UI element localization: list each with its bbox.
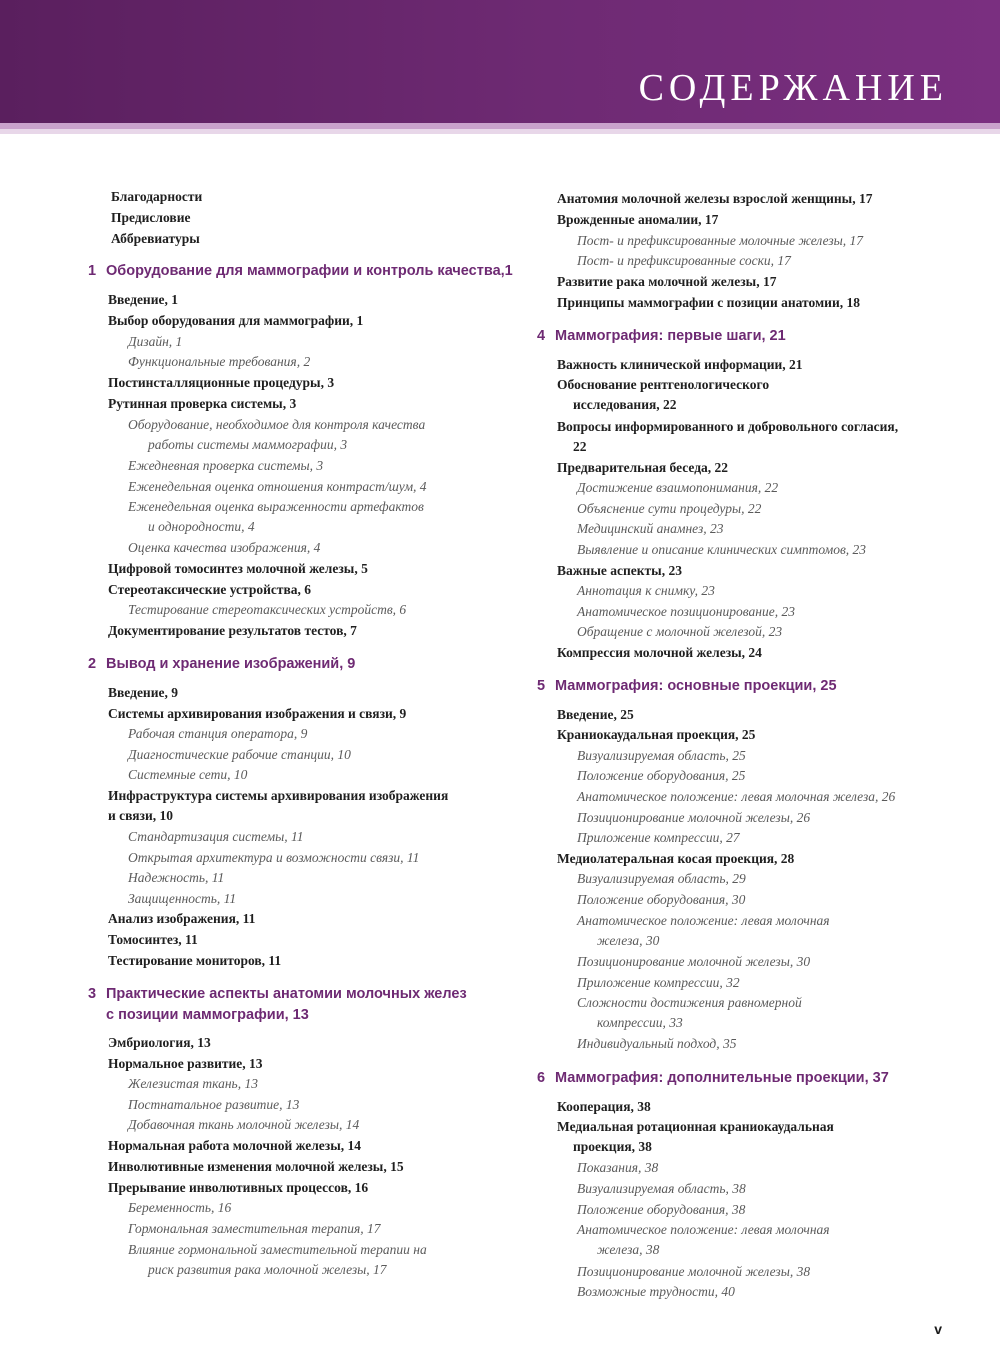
header-divider-light	[0, 129, 1000, 134]
chapter-title: Практические аспекты анатомии молочных желез	[106, 986, 467, 1002]
chapter-heading[interactable]	[537, 676, 837, 697]
toc-subentry[interactable]: Постнатальное развитие, 13	[128, 1097, 300, 1112]
toc-subentry[interactable]: Гормональная заместительная терапия, 17	[128, 1221, 381, 1236]
toc-subentry[interactable]: Анатомическое положение: левая молочная железа, 26	[577, 789, 896, 804]
toc-subentry[interactable]: Системные сети, 10	[128, 767, 248, 782]
toc-front-matter[interactable]: Благодарности	[111, 189, 203, 204]
toc-subentry-line: работы системы маммографии, 3	[148, 437, 348, 452]
chapter-number: 4	[537, 328, 546, 344]
toc-entry[interactable]	[557, 375, 769, 415]
chapter-title: Маммография: основные проекции, 25	[555, 678, 837, 694]
toc-subentry[interactable]	[577, 1220, 830, 1260]
toc-subentry[interactable]: Положение оборудования, 30	[577, 892, 746, 907]
toc-subentry[interactable]	[577, 911, 830, 951]
toc-entry[interactable]: Важность клинической информации, 21	[557, 357, 803, 372]
toc-subentry[interactable]	[128, 415, 425, 455]
chapter-title: Оборудование для маммографии и контроль качества,1	[106, 263, 513, 279]
toc-entry[interactable]	[108, 786, 448, 826]
toc-subentry[interactable]: Положение оборудования, 25	[577, 768, 746, 783]
toc-subentry-line: Еженедельная оценка выраженности артефактов	[128, 499, 424, 514]
toc-entry[interactable]: Документирование результатов тестов, 7	[108, 623, 357, 638]
toc-subentry[interactable]: Положение оборудования, 38	[577, 1202, 746, 1217]
toc-entry[interactable]: Развитие рака молочной железы, 17	[557, 274, 777, 289]
toc-entry[interactable]: Анализ изображения, 11	[108, 911, 256, 926]
toc-subentry[interactable]: Беременность, 16	[128, 1200, 232, 1215]
toc-subentry[interactable]: Индивидуальный подход, 35	[577, 1036, 737, 1051]
toc-entry[interactable]: Предварительная беседа, 22	[557, 460, 729, 475]
toc-subentry[interactable]: Медицинский анамнез, 23	[577, 521, 724, 536]
toc-subentry[interactable]	[128, 1240, 427, 1280]
toc-subentry[interactable]: Приложение компрессии, 32	[577, 975, 740, 990]
toc-subentry-line: Оборудование, необходимое для контроля качества	[128, 417, 426, 432]
toc-subentry-line: Влияние гормональной заместительной терапии на	[128, 1242, 427, 1257]
chapter-title-line: с позиции маммографии, 13	[106, 1007, 309, 1023]
toc-subentry[interactable]: Анатомическое позиционирование, 23	[577, 604, 795, 619]
toc-entry[interactable]: Системы архивирования изображения и связи, 9	[108, 706, 407, 721]
toc-entry[interactable]: Важные аспекты, 23	[557, 563, 682, 578]
toc-subentry[interactable]: Обращение с молочной железой, 23	[577, 624, 783, 639]
toc-entry[interactable]: Компрессия молочной железы, 24	[557, 645, 762, 660]
toc-subentry-line: железа, 30	[597, 933, 660, 948]
toc-subentry[interactable]: Оценка качества изображения, 4	[128, 540, 321, 555]
toc-entry[interactable]: Введение, 25	[557, 707, 634, 722]
toc-entry[interactable]: Рутинная проверка системы, 3	[108, 396, 297, 411]
toc-entry-line: Инфраструктура системы архивирования изображения	[108, 788, 449, 803]
chapter-number: 2	[88, 656, 97, 672]
toc-subentry-line: и однородности, 4	[148, 519, 255, 534]
toc-subentry[interactable]: Добавочная ткань молочной железы, 14	[128, 1117, 360, 1132]
toc-entry[interactable]: Нормальная работа молочной железы, 14	[108, 1138, 362, 1153]
toc-entry-line: Вопросы информированного и добровольного согласия,	[557, 419, 899, 434]
toc-subentry[interactable]: Позиционирование молочной железы, 38	[577, 1264, 811, 1279]
toc-subentry[interactable]: Позиционирование молочной железы, 26	[577, 810, 811, 825]
toc-subentry[interactable]: Визуализируемая область, 38	[577, 1181, 746, 1196]
toc-entry[interactable]: Стереотаксические устройства, 6	[108, 582, 312, 597]
toc-entry[interactable]: Тестирование мониторов, 11	[108, 953, 282, 968]
chapter-number: 1	[88, 263, 97, 279]
toc-entry-line: исследования, 22	[573, 397, 677, 412]
toc-subentry[interactable]: Тестирование стереотаксических устройств, 6	[128, 602, 407, 617]
toc-entry[interactable]: Принципы маммографии с позиции анатомии, 18	[557, 295, 860, 310]
toc-subentry[interactable]: Пост- и префиксированные соски, 17	[577, 253, 791, 268]
chapter-number: 3	[88, 986, 97, 1002]
chapter-heading[interactable]	[88, 654, 355, 675]
toc-subentry[interactable]: Показания, 38	[577, 1160, 659, 1175]
toc-entry[interactable]: Нормальное развитие, 13	[108, 1056, 263, 1071]
toc-subentry[interactable]: Еженедельная оценка отношения контраст/шум, 4	[128, 479, 427, 494]
toc-subentry[interactable]: Диагностические рабочие станции, 10	[128, 747, 351, 762]
toc-subentry[interactable]: Аннотация к снимку, 23	[577, 583, 715, 598]
toc-subentry-line: Анатомическое положение: левая молочная	[577, 1222, 830, 1237]
toc-subentry[interactable]: Приложение компрессии, 27	[577, 830, 740, 845]
toc-subentry[interactable]: Ежедневная проверка системы, 3	[128, 458, 324, 473]
toc-entry[interactable]: Кооперация, 38	[557, 1099, 651, 1114]
chapter-heading[interactable]	[537, 326, 786, 347]
toc-subentry[interactable]: Железистая ткань, 13	[128, 1076, 258, 1091]
toc-subentry-line: компрессии, 33	[597, 1015, 683, 1030]
toc-entry[interactable]: Краниокаудальная проекция, 25	[557, 727, 756, 742]
chapter-title: Вывод и хранение изображений, 9	[106, 656, 356, 672]
toc-entry[interactable]: Томосинтез, 11	[108, 932, 198, 947]
toc-subentry[interactable]: Достижение взаимопонимания, 22	[577, 480, 779, 495]
chapter-heading[interactable]	[88, 984, 467, 1026]
toc-entry[interactable]: Эмбриология, 13	[108, 1035, 211, 1050]
chapter-heading[interactable]	[88, 261, 513, 282]
toc-subentry[interactable]	[128, 497, 424, 537]
toc-subentry[interactable]: Визуализируемая область, 25	[577, 748, 746, 763]
toc-entry[interactable]: Постинсталляционные процедуры, 3	[108, 375, 335, 390]
toc-subentry-line: Анатомическое положение: левая молочная	[577, 913, 830, 928]
chapter-number: 6	[537, 1070, 546, 1086]
toc-entry[interactable]	[557, 417, 898, 457]
chapter-title: Маммография: первые шаги, 21	[555, 328, 786, 344]
toc-subentry[interactable]: Объяснение сути процедуры, 22	[577, 501, 762, 516]
header-band	[0, 0, 1000, 123]
toc-subentry-line: риск развития рака молочной железы, 17	[148, 1262, 387, 1277]
toc-subentry[interactable]: Открытая архитектура и возможности связи, 11	[128, 850, 420, 865]
toc-subentry[interactable]: Пост- и префиксированные молочные железы, 17	[577, 233, 864, 248]
toc-subentry[interactable]: Надежность, 11	[128, 870, 225, 885]
toc-subentry[interactable]: Защищенность, 11	[128, 891, 237, 906]
toc-subentry[interactable]: Рабочая станция оператора, 9	[128, 726, 308, 741]
toc-entry[interactable]	[557, 1117, 834, 1157]
toc-entry[interactable]: Введение, 1	[108, 292, 178, 307]
toc-subentry[interactable]: Выявление и описание клинических симптомов, 23	[577, 542, 867, 557]
toc-subentry[interactable]: Стандартизация системы, 11	[128, 829, 304, 844]
toc-entry[interactable]: Прерывание инволютивных процессов, 16	[108, 1180, 369, 1195]
chapter-heading[interactable]	[537, 1068, 889, 1089]
toc-subentry[interactable]: Возможные трудности, 40	[577, 1284, 735, 1299]
toc-entry[interactable]: Выбор оборудования для маммографии, 1	[108, 313, 364, 328]
toc-entry[interactable]: Медиолатеральная косая проекция, 28	[557, 851, 795, 866]
toc-entry[interactable]: Врожденные аномалии, 17	[557, 212, 719, 227]
toc-entry-line: Обоснование рентгенологического	[557, 377, 770, 392]
toc-subentry[interactable]: Дизайн, 1	[128, 334, 183, 349]
toc-entry-line: проекция, 38	[573, 1139, 652, 1154]
toc-front-matter[interactable]: Предисловие	[111, 210, 191, 225]
toc-subentry[interactable]: Позиционирование молочной железы, 30	[577, 954, 811, 969]
toc-entry-line: Медиальная ротационная краниокаудальная	[557, 1119, 834, 1134]
page-number: v	[934, 1321, 942, 1337]
toc-subentry-line: Сложности достижения равномерной	[577, 995, 802, 1010]
toc-entry[interactable]: Введение, 9	[108, 685, 178, 700]
toc-entry[interactable]: Цифровой томосинтез молочной железы, 5	[108, 561, 368, 576]
toc-subentry-line: железа, 38	[597, 1242, 660, 1257]
toc-subentry[interactable]	[577, 993, 802, 1033]
toc-front-matter[interactable]: Аббревиатуры	[111, 231, 200, 246]
chapter-title: Маммография: дополнительные проекции, 37	[555, 1070, 889, 1086]
chapter-number: 5	[537, 678, 546, 694]
toc-entry-line: и связи, 10	[108, 808, 174, 823]
toc-entry[interactable]: Инволютивные изменения молочной железы, 15	[108, 1159, 404, 1174]
toc-entry-line: 22	[573, 439, 587, 454]
toc-entry[interactable]: Анатомия молочной железы взрослой женщины, 17	[557, 191, 873, 206]
page-title: СОДЕРЖАНИЕ	[638, 67, 948, 109]
toc-subentry[interactable]: Функциональные требования, 2	[128, 354, 311, 369]
toc-subentry[interactable]: Визуализируемая область, 29	[577, 871, 746, 886]
